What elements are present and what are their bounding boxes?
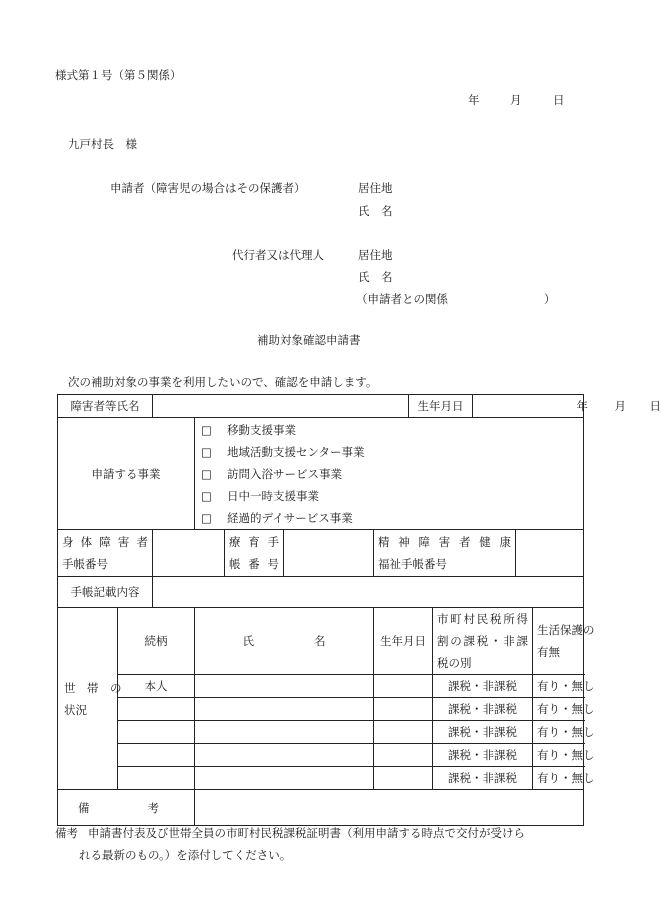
birth-label: 生年月日 (409, 395, 473, 418)
checkbox-icon[interactable]: □ (201, 488, 212, 503)
household-header-row (58, 608, 584, 675)
application-table (57, 394, 661, 826)
birth-field[interactable] (473, 395, 661, 418)
page-title: 補助対象確認申請書 (257, 333, 361, 347)
birth-day-label: 日 (649, 399, 661, 413)
form-number: 様式第１号（第５関係） (55, 68, 182, 82)
footnote-line1: 申請書付表及び世帯全員の市町村民税課税証明書（利用申請する時点で交付が受けら (88, 826, 525, 840)
member-birth[interactable] (374, 698, 433, 721)
table-row (58, 698, 584, 721)
applicant-name-label: 氏 名 (358, 204, 393, 218)
member-tax-status[interactable]: 課税・非課税 (433, 698, 533, 721)
service-list (195, 418, 584, 530)
col-tax-header (433, 608, 533, 675)
member-relation[interactable] (118, 767, 195, 790)
applicant-label: 申請者（障害児の場合はその保護者） (110, 181, 306, 195)
physical-book-field[interactable] (153, 530, 225, 577)
physical-book-label-line2: 手帳番号 (62, 557, 108, 571)
col-welfare-header (533, 608, 595, 675)
checkbox-icon[interactable]: □ (201, 444, 212, 459)
date-year-label: 年 (468, 93, 480, 107)
col-birth-header: 生年月日 (374, 608, 433, 675)
table-row (58, 744, 584, 767)
mental-book-label-line1: 精神障害者健康 (378, 535, 511, 549)
book-content-field[interactable] (153, 577, 584, 608)
ryoiku-book-label (225, 530, 284, 577)
service-item[interactable] (201, 485, 579, 507)
mental-book-label-line2: 福祉手帳番号 (378, 557, 447, 571)
ryoiku-book-label-line2: 帳番号 (229, 557, 279, 571)
member-relation[interactable] (118, 721, 195, 744)
book-content-label: 手帳記載内容 (58, 577, 153, 608)
member-relation[interactable]: 本人 (118, 675, 195, 698)
service-item[interactable] (201, 463, 579, 485)
birth-year-label: 年 (576, 399, 588, 413)
member-tax-status[interactable]: 課税・非課税 (433, 767, 533, 790)
agent-address-label: 居住地 (358, 248, 393, 262)
footnote-line2: れる最新のもの。）を添付してください。 (79, 848, 292, 862)
agent-relation-close: ） (544, 292, 556, 306)
member-welfare-status[interactable]: 有り・無し (533, 744, 584, 767)
table-row (58, 767, 584, 790)
physical-book-label (58, 530, 153, 577)
service-label-text: 移動支援事業 (227, 422, 296, 437)
ryoiku-book-label-line1: 療育手 (229, 535, 279, 549)
mental-book-label (374, 530, 516, 577)
member-birth[interactable] (374, 767, 433, 790)
row-remarks (58, 790, 584, 826)
footnote-label: 備考 (55, 826, 78, 840)
col-name-header (195, 608, 374, 675)
col-tax-line3: 税の別 (437, 656, 472, 670)
member-welfare-status[interactable]: 有り・無し (533, 675, 584, 698)
checkbox-icon[interactable]: □ (201, 510, 212, 525)
service-label-text: 日中一時支援事業 (227, 488, 319, 503)
addressee: 九戸村長 様 (68, 137, 137, 151)
household-label-line1: 世 帯 の (64, 680, 122, 695)
service-item[interactable] (201, 419, 579, 441)
col-welfare-line1: 生活保護の (537, 623, 595, 637)
date-day-label: 日 (553, 93, 565, 107)
service-label-text: 訪問入浴サービス事業 (227, 466, 342, 481)
member-birth[interactable] (374, 744, 433, 767)
member-birth[interactable] (374, 721, 433, 744)
household-label (58, 608, 122, 790)
member-name[interactable] (195, 767, 374, 790)
agent-name-label: 氏 名 (358, 270, 393, 284)
remarks-label-char-2: 考 (147, 800, 159, 815)
member-welfare-status[interactable]: 有り・無し (533, 767, 584, 790)
footnote (55, 822, 585, 866)
checkbox-icon[interactable]: □ (201, 422, 212, 437)
checkbox-icon[interactable]: □ (201, 466, 212, 481)
member-name[interactable] (195, 744, 374, 767)
member-relation[interactable] (118, 744, 195, 767)
physical-book-label-line1: 身体障害者 (62, 535, 148, 549)
member-name[interactable] (195, 721, 374, 744)
applicant-address-label: 居住地 (358, 181, 393, 195)
col-name-char-1: 氏 (242, 634, 254, 648)
ryoiku-book-field[interactable] (284, 530, 374, 577)
table-row (58, 675, 584, 698)
remarks-label-char-1: 備 (78, 800, 90, 815)
mental-book-field[interactable] (516, 530, 584, 577)
service-item[interactable] (201, 441, 579, 463)
row-book-content (58, 577, 584, 608)
service-label: 申請する事業 (58, 418, 195, 530)
table-row (58, 721, 584, 744)
member-birth[interactable] (374, 675, 433, 698)
intro-text: 次の補助対象の事業を利用したいので、確認を申請します。 (68, 375, 378, 389)
member-name[interactable] (195, 675, 374, 698)
member-relation[interactable] (118, 698, 195, 721)
member-welfare-status[interactable]: 有り・無し (533, 698, 584, 721)
service-label-text: 地域活動支援センター事業 (227, 444, 365, 459)
member-tax-status[interactable]: 課税・非課税 (433, 675, 533, 698)
col-relation-header: 続柄 (118, 608, 195, 675)
agent-label: 代行者又は代理人 (232, 248, 324, 262)
remarks-field[interactable] (195, 790, 584, 826)
row-services (58, 418, 584, 530)
col-name-char-2: 名 (314, 634, 326, 648)
member-name[interactable] (195, 698, 374, 721)
remarks-label (58, 790, 195, 826)
col-tax-line1: 市町村民税所得 (437, 612, 528, 626)
name-label: 障害者等氏名 (58, 395, 153, 418)
col-tax-line2: 割の課税・非課 (437, 634, 528, 648)
name-field[interactable] (153, 395, 409, 418)
birth-month-label: 月 (614, 399, 626, 413)
service-item[interactable] (201, 507, 579, 529)
row-name (58, 395, 584, 418)
col-welfare-line2: 有無 (537, 645, 560, 659)
agent-relation-open: （申請者との関係 (356, 292, 448, 306)
member-tax-status[interactable]: 課税・非課税 (433, 744, 533, 767)
row-handbooks (58, 530, 584, 577)
member-welfare-status[interactable]: 有り・無し (533, 721, 584, 744)
date-month-label: 月 (510, 93, 522, 107)
member-tax-status[interactable]: 課税・非課税 (433, 721, 533, 744)
household-label-line2: 状況 (64, 702, 87, 717)
service-label-text: 経過的デイサービス事業 (227, 510, 353, 525)
